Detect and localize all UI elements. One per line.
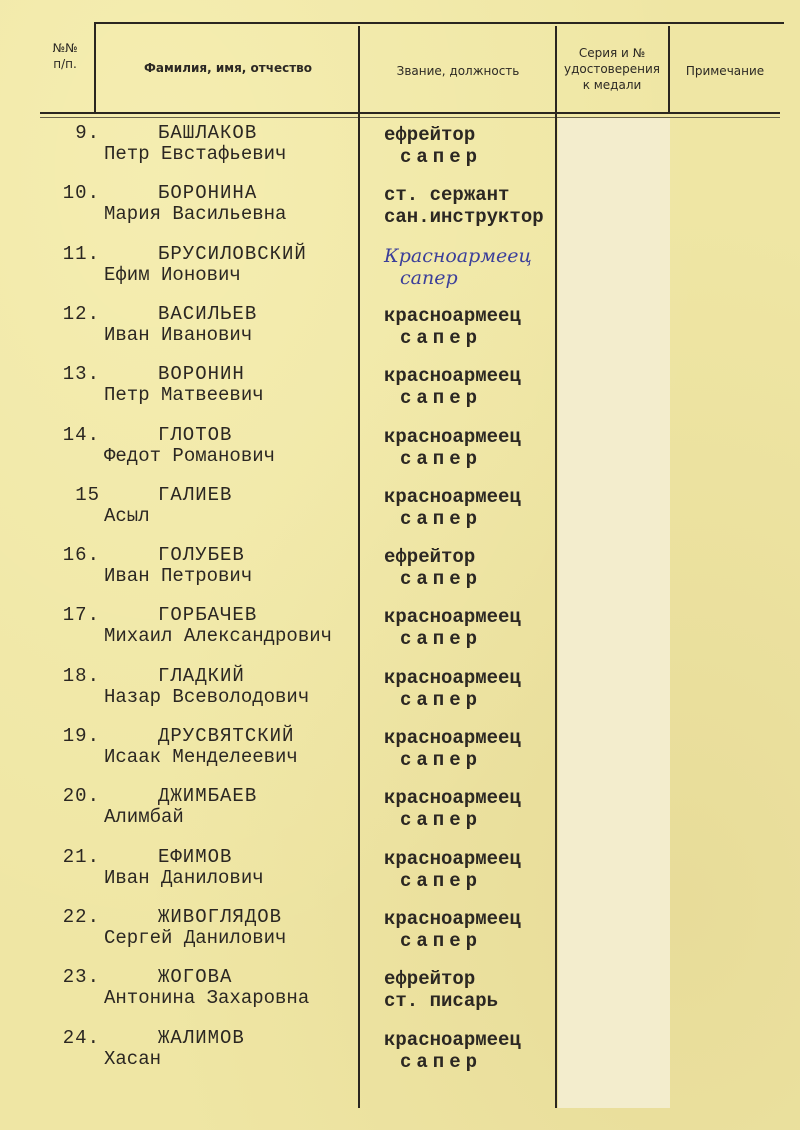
header-rank: Звание, должность xyxy=(396,64,520,78)
rank: красноармеец xyxy=(384,606,521,628)
rank: красноармеец xyxy=(384,305,521,327)
header-name: Фамилия, имя, отчество xyxy=(144,61,312,75)
position: сапер xyxy=(400,448,483,470)
row-number: 18. xyxy=(62,665,100,687)
column-divider-4 xyxy=(668,26,670,114)
table-row xyxy=(0,301,800,361)
rank: ст. сержант xyxy=(384,184,510,206)
given-names: Иван Данилович xyxy=(104,867,264,889)
table-row xyxy=(0,904,800,964)
position: сапер xyxy=(400,870,483,892)
position: сапер xyxy=(400,327,483,349)
surname: ГАЛИЕВ xyxy=(158,484,233,506)
row-number: 24. xyxy=(62,1027,100,1049)
rank: ефрейтор xyxy=(384,124,476,146)
position: сапер xyxy=(400,568,483,590)
surname: БРУСИЛОВСКИЙ xyxy=(158,243,307,265)
row-number: 12. xyxy=(62,303,100,325)
surname: ВОРОНИН xyxy=(158,363,245,385)
given-names: Иван Петрович xyxy=(104,565,253,587)
position: сапер xyxy=(400,628,483,650)
column-divider-1 xyxy=(94,22,96,112)
rank: красноармеец xyxy=(384,1029,521,1051)
table-row xyxy=(0,422,800,482)
row-number: 11. xyxy=(62,243,100,265)
header-series: Серия и № удостоверения к медали xyxy=(564,46,660,92)
surname: БОРОНИНА xyxy=(158,182,258,204)
table-row xyxy=(0,361,800,421)
table-row xyxy=(0,241,800,301)
given-names: Мария Васильевна xyxy=(104,203,287,225)
given-names: Михаил Александрович xyxy=(104,625,333,647)
row-number: 16. xyxy=(62,544,100,566)
given-names: Сергей Данилович xyxy=(104,927,287,949)
given-names: Ефим Ионович xyxy=(104,264,241,286)
table-row xyxy=(0,964,800,1024)
table-row xyxy=(0,180,800,240)
table-row xyxy=(0,542,800,602)
given-names: Назар Всеволодович xyxy=(104,686,310,708)
table-row xyxy=(0,723,800,783)
surname: ГЛАДКИЙ xyxy=(158,665,245,687)
header-note: Примечание xyxy=(685,64,765,78)
position: сапер xyxy=(400,1051,483,1073)
position: сапер xyxy=(400,689,483,711)
table-top-border xyxy=(94,22,784,24)
rank: красноармеец xyxy=(384,727,521,749)
rank: красноармеец xyxy=(384,365,521,387)
row-number: 21. xyxy=(62,846,100,868)
table-row xyxy=(0,602,800,662)
row-number: 17. xyxy=(62,604,100,626)
position: сапер xyxy=(400,267,458,289)
surname: ЖАЛИМОВ xyxy=(158,1027,245,1049)
surname: БАШЛАКОВ xyxy=(158,122,258,144)
given-names: Алимбай xyxy=(104,806,184,828)
surname: ЖОГОВА xyxy=(158,966,233,988)
position: сан.инструктор xyxy=(384,206,544,228)
row-number: 10. xyxy=(62,182,100,204)
rank: красноармеец xyxy=(384,426,521,448)
row-number: 23. xyxy=(62,966,100,988)
rank: красноармеец xyxy=(384,787,521,809)
position: сапер xyxy=(400,508,483,530)
rank: красноармеец xyxy=(384,908,521,930)
surname: ГОРБАЧЕВ xyxy=(158,604,258,626)
surname: ВАСИЛЬЕВ xyxy=(158,303,258,325)
surname: ЖИВОГЛЯДОВ xyxy=(158,906,283,928)
given-names: Антонина Захаровна xyxy=(104,987,310,1009)
position: сапер xyxy=(400,930,483,952)
table-row xyxy=(0,663,800,723)
rank: Красноармеец xyxy=(384,245,532,267)
given-names: Петр Матвеевич xyxy=(104,384,264,406)
surname: ЕФИМОВ xyxy=(158,846,233,868)
rank: ефрейтор xyxy=(384,546,476,568)
rank: ефрейтор xyxy=(384,968,476,990)
position: сапер xyxy=(400,749,483,771)
row-number: 20. xyxy=(62,785,100,807)
row-number: 22. xyxy=(62,906,100,928)
header-num: №№ п/п. xyxy=(52,41,78,71)
table-row xyxy=(0,482,800,542)
surname: ГЛОТОВ xyxy=(158,424,233,446)
table-row xyxy=(0,783,800,843)
given-names: Иван Иванович xyxy=(104,324,253,346)
surname: ДРУСВЯТСКИЙ xyxy=(158,725,295,747)
given-names: Федот Романович xyxy=(104,445,276,467)
given-names: Асыл xyxy=(104,505,150,527)
table-row xyxy=(0,120,800,180)
rank: красноармеец xyxy=(384,667,521,689)
position: сапер xyxy=(400,146,483,168)
row-number: 9. xyxy=(75,122,100,144)
row-number: 13. xyxy=(62,363,100,385)
table-row xyxy=(0,1025,800,1085)
position: сапер xyxy=(400,809,483,831)
given-names: Хасан xyxy=(104,1048,162,1070)
given-names: Петр Евстафьевич xyxy=(104,143,287,165)
surname: ДЖИМБАЕВ xyxy=(158,785,258,807)
row-number: 14. xyxy=(62,424,100,446)
rank: красноармеец xyxy=(384,848,521,870)
position: ст. писарь xyxy=(384,990,499,1012)
table-row xyxy=(0,844,800,904)
row-number: 15 xyxy=(75,484,100,506)
given-names: Исаак Менделеевич xyxy=(104,746,298,768)
rank: красноармеец xyxy=(384,486,521,508)
position: сапер xyxy=(400,387,483,409)
row-number: 19. xyxy=(62,725,100,747)
surname: ГОЛУБЕВ xyxy=(158,544,245,566)
